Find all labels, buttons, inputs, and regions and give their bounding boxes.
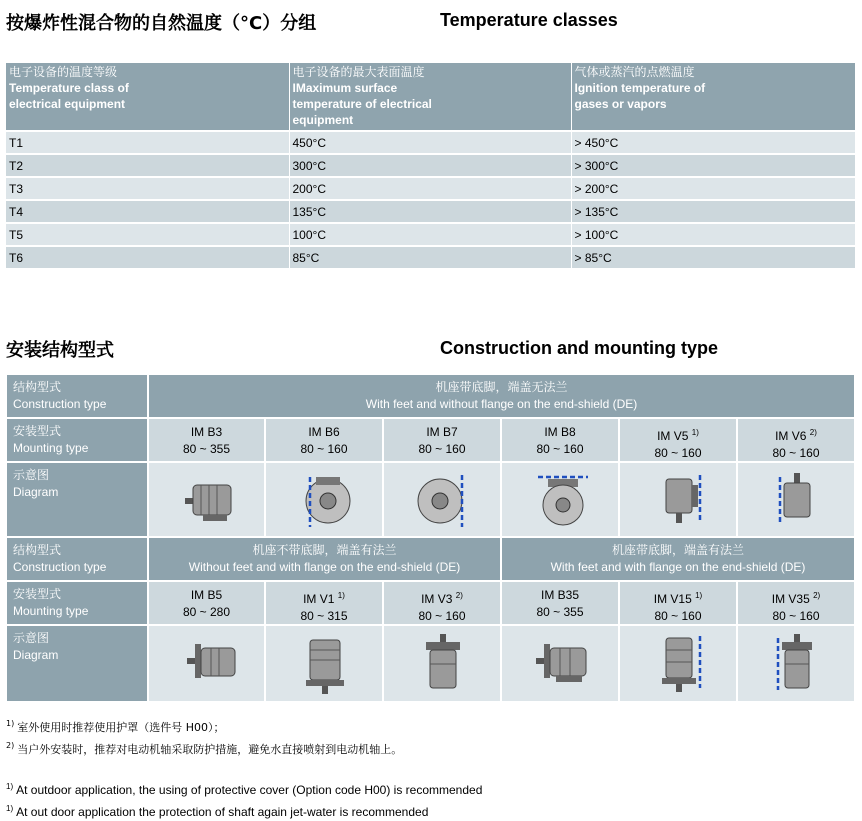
diagram-im-v35 — [738, 626, 854, 701]
header-cn: 气体或蒸汽的点燃温度 — [574, 65, 695, 79]
group-feet-no-flange — [149, 375, 854, 417]
label-en: Construction type — [13, 560, 107, 574]
type-name: IM B3 — [190, 425, 223, 439]
motor-v5-icon — [620, 463, 736, 536]
group-cn: 机座带底脚，端盖有法兰 — [611, 543, 744, 557]
group-cn: 机座不带底脚，端盖有法兰 — [252, 543, 397, 557]
type-name: IM V1 — [303, 592, 335, 606]
group-en: With feet and with flange on the end-shield (DE) — [550, 560, 806, 574]
footnote-mark: 1) — [695, 591, 703, 600]
cell: T1 — [6, 131, 289, 154]
mount-type-cell — [266, 419, 382, 461]
motor-v15-icon — [620, 626, 736, 701]
diagram-im-b3 — [149, 463, 264, 536]
footnote-en-2 — [6, 804, 428, 819]
mount-title-en: Construction and mounting type — [440, 338, 718, 358]
label-en: Construction type — [13, 397, 107, 411]
mount-type-name — [384, 424, 500, 441]
group-cn: 机座带底脚，端盖无法兰 — [435, 380, 568, 394]
label-cn: 示意图 — [13, 631, 50, 645]
cell: 85°C — [289, 246, 571, 268]
diagram-im-b6 — [266, 463, 382, 536]
mount-type-name — [738, 424, 854, 445]
type-name: IM V6 — [775, 429, 807, 443]
frame-range: 80 ~ 160 — [536, 442, 584, 456]
diagram-im-b35 — [502, 626, 618, 701]
footnote-cn-2 — [6, 741, 402, 757]
construction-label — [7, 538, 147, 580]
diagram-label — [7, 626, 147, 701]
frame-range: 80 ~ 160 — [654, 609, 702, 623]
footnote-en-1 — [6, 782, 482, 797]
table-row — [6, 177, 855, 200]
label-en: Diagram — [13, 485, 59, 499]
cell: > 100°C — [571, 223, 855, 246]
cell: 100°C — [289, 223, 571, 246]
footnote-mark: 1) — [6, 804, 14, 813]
type-name: IM B35 — [540, 588, 579, 602]
temp-title-cn: 按爆炸性混合物的自然温度（°C）分组 — [6, 13, 317, 34]
diagram-im-v5 — [620, 463, 736, 536]
label-cn: 结构型式 — [13, 543, 62, 557]
frame-range: 80 ~ 160 — [418, 442, 466, 456]
footnote-mark: 1) — [337, 591, 345, 600]
footnote-text: 当户外安装时，推荐对电动机轴采取防护措施，避免水直接喷射到电动机轴上。 — [17, 743, 403, 756]
label-cn: 安装型式 — [13, 587, 62, 601]
type-name: IM B6 — [308, 425, 340, 439]
header-en: Ignition temperature of gases or vapors — [574, 81, 706, 111]
mount-type-cell — [502, 419, 618, 461]
cell: > 300°C — [571, 154, 855, 177]
label-en: Mounting type — [13, 604, 89, 618]
mount-type-name — [502, 587, 618, 604]
mount-type-cell — [266, 582, 382, 624]
group-en: With feet and without flange on the end-shield (DE) — [365, 397, 638, 411]
table-row — [6, 200, 855, 223]
footnote-mark: 2) — [809, 428, 817, 437]
frame-range: 80 ~ 315 — [300, 609, 348, 623]
diagram-im-b7 — [384, 463, 500, 536]
cell: T2 — [6, 154, 289, 177]
footnote-text: 室外使用时推荐使用护罩（选件号 H00）； — [17, 721, 225, 734]
cell: T3 — [6, 177, 289, 200]
mount-type-cell — [738, 582, 854, 624]
header-max-surface-temp — [289, 63, 571, 131]
header-temperature-class — [6, 63, 289, 131]
footnote-mark: 1) — [6, 719, 15, 729]
motor-b6-icon — [266, 463, 382, 536]
type-name: IM V5 — [657, 429, 689, 443]
footnote-text: At outdoor application, the using of protective cover (Option code H00) is recommended — [16, 783, 483, 797]
motor-v6-icon — [738, 463, 854, 536]
mount-type-name — [149, 587, 264, 604]
label-cn: 结构型式 — [13, 380, 62, 394]
motor-b5-icon — [149, 626, 264, 701]
footnote-cn-1 — [6, 719, 224, 735]
cell: > 135°C — [571, 200, 855, 223]
label-en: Diagram — [13, 648, 59, 662]
footnote-mark: 1) — [6, 782, 14, 791]
footnote-mark: 2) — [6, 741, 15, 751]
diagram-im-v15 — [620, 626, 736, 701]
cell: 450°C — [289, 131, 571, 154]
diagram-im-b5 — [149, 626, 264, 701]
mounting-label — [7, 582, 147, 624]
cell: T6 — [6, 246, 289, 268]
footnote-mark: 2) — [455, 591, 463, 600]
table-row — [6, 246, 855, 268]
type-name: IM V3 — [421, 592, 453, 606]
mount-type-name — [738, 587, 854, 608]
footnote-mark: 1) — [691, 428, 699, 437]
cell: > 85°C — [571, 246, 855, 268]
mount-type-cell — [738, 419, 854, 461]
motor-v3-icon — [384, 626, 500, 701]
mounting-label — [7, 419, 147, 461]
label-en: Mounting type — [13, 441, 89, 455]
cell: 300°C — [289, 154, 571, 177]
type-name: IM V35 — [771, 592, 810, 606]
label-cn: 示意图 — [13, 468, 50, 482]
mount-type-name — [384, 587, 500, 608]
temp-title-en: Temperature classes — [440, 10, 618, 30]
diagram-im-v3 — [384, 626, 500, 701]
motor-b8-icon — [502, 463, 618, 536]
mount-type-cell — [149, 419, 264, 461]
table-row — [6, 154, 855, 177]
cell: > 200°C — [571, 177, 855, 200]
cell: 200°C — [289, 177, 571, 200]
mount-type-name — [620, 587, 736, 608]
frame-range: 80 ~ 160 — [772, 446, 820, 460]
header-cn: 电子设备的温度等级 — [9, 65, 118, 79]
mount-type-cell — [620, 419, 736, 461]
temperature-classes-table — [6, 63, 855, 268]
frame-range: 80 ~ 160 — [418, 609, 466, 623]
cell: T4 — [6, 200, 289, 223]
footnote-text: At out door application the protection of shaft again jet-water is recommended — [16, 805, 429, 819]
label-cn: 安装型式 — [13, 424, 62, 438]
motor-b3-icon — [149, 463, 264, 536]
diagram-label — [7, 463, 147, 536]
cell: T5 — [6, 223, 289, 246]
motor-v35-icon — [738, 626, 854, 701]
mount-type-cell — [620, 582, 736, 624]
mount-type-cell — [149, 582, 264, 624]
mount-type-name — [620, 424, 736, 445]
mount-title-cn: 安装结构型式 — [6, 340, 114, 361]
frame-range: 80 ~ 160 — [300, 442, 348, 456]
header-en: Temperature class of electrical equipment — [9, 81, 129, 111]
cell: 135°C — [289, 200, 571, 223]
frame-range: 80 ~ 355 — [536, 605, 584, 619]
frame-range: 80 ~ 355 — [182, 442, 231, 456]
header-cn: 电子设备的最大表面温度 — [292, 65, 425, 79]
diagram-im-b8 — [502, 463, 618, 536]
construction-label — [7, 375, 147, 417]
mount-type-name — [502, 424, 618, 441]
table-header-row — [6, 63, 855, 131]
type-name: IM B5 — [190, 588, 223, 602]
header-ignition-temp — [571, 63, 855, 131]
group-no-feet-flange — [149, 538, 500, 580]
mount-type-name — [266, 587, 382, 608]
type-name: IM B8 — [544, 425, 576, 439]
group-feet-flange — [502, 538, 854, 580]
frame-range: 80 ~ 160 — [654, 446, 702, 460]
footnote-mark: 2) — [813, 591, 821, 600]
motor-b35-icon — [502, 626, 618, 701]
frame-range: 80 ~ 280 — [182, 605, 231, 619]
frame-range: 80 ~ 160 — [772, 609, 820, 623]
mounting-type-grid — [7, 375, 854, 701]
mount-type-cell — [384, 419, 500, 461]
motor-b7-icon — [384, 463, 500, 536]
motor-v1-icon — [266, 626, 382, 701]
diagram-im-v1 — [266, 626, 382, 701]
mount-type-cell — [384, 582, 500, 624]
mount-type-name — [149, 424, 264, 441]
cell: > 450°C — [571, 131, 855, 154]
mount-type-name — [266, 424, 382, 441]
group-en: Without feet and with flange on the end-shield (DE) — [188, 560, 461, 574]
table-row — [6, 223, 855, 246]
mount-type-cell — [502, 582, 618, 624]
table-row — [6, 131, 855, 154]
header-en: IMaximum surface temperature of electrical equipment — [292, 81, 432, 127]
diagram-im-v6 — [738, 463, 854, 536]
type-name: IM V15 — [653, 592, 692, 606]
type-name: IM B7 — [426, 425, 458, 439]
